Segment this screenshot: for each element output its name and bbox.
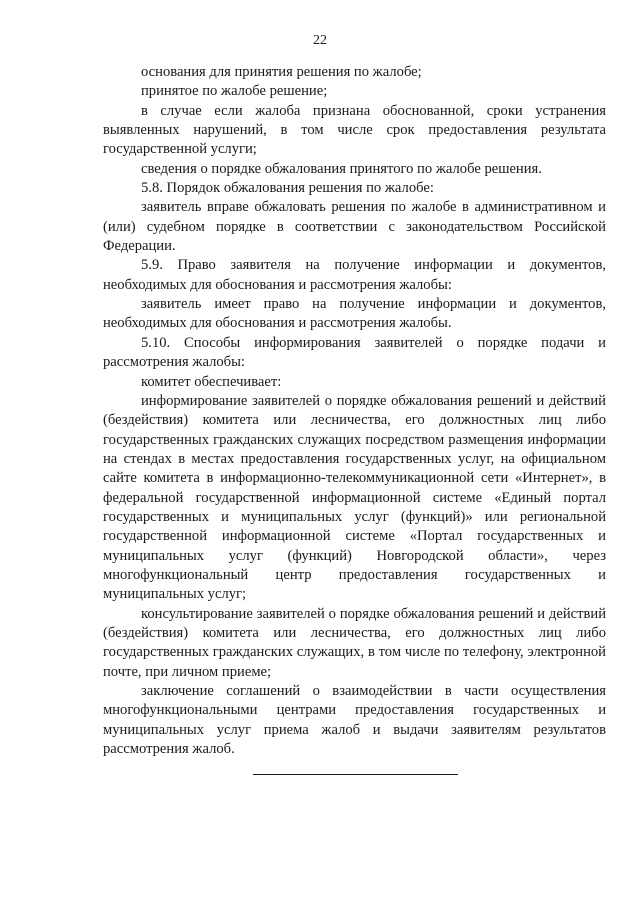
section-heading: 5.9. Право заявителя на получение информации и документов, необходимых для обоснования и рассмотрения жалобы: bbox=[103, 257, 606, 293]
paragraph: информирование заявителей о порядке обжалования решений и действий (бездействия) комитета или лесничества, его должностных лиц либо государственных гражданских служащих посредством размещения информации на стендах в местах предоставления государственных услуг, на официальном сайте комитета в информационно-телекоммуникационной сети «Интернет», в федеральной государственной информационной системе «Единый портал государственных и муниципальных услуг (функций)» или региональной государственной информационной системе «Портал государственных и муниципальных услуг (функций) Новгородской области», через многофункциональный центр предоставления государственных и муниципальных услуг; bbox=[103, 392, 606, 603]
paragraph: основания для принятия решения по жалобе; bbox=[141, 64, 422, 80]
paragraph: комитет обеспечивает: bbox=[141, 373, 282, 390]
paragraph: консультирование заявителей о порядке обжалования решений и действий (бездействия) комитета или лесничества, его должностных лиц либо государственных гражданских служащих, в том числе по телефону, электронной почте, при личном приеме; bbox=[103, 605, 606, 680]
paragraph: заявитель имеет право на получение информации и документов, необходимых для обоснования и рассмотрения жалобы. bbox=[103, 296, 606, 332]
paragraph: заявитель вправе обжаловать решения по жалобе в административном и (или) судебном порядке в соответствии с законодательством Российской Федерации. bbox=[103, 199, 606, 255]
paragraph: заключение соглашений о взаимодействии в части осуществления многофункциональными центрами предоставления государственных и муниципальных услуг приема жалоб и выдачи заявителям результатов рассмотрения жалоб. bbox=[103, 683, 606, 758]
paragraph: в случае если жалоба признана обоснованной, сроки устранения выявленных нарушений, в том числе срок предоставления результата государственной услуги; bbox=[103, 102, 606, 158]
paragraph: сведения о порядке обжалования принятого по жалобе решения. bbox=[141, 160, 542, 177]
end-divider bbox=[253, 774, 458, 775]
body-text bbox=[103, 63, 606, 759]
page-number: 22 bbox=[313, 33, 327, 48]
paragraph: принятое по жалобе решение; bbox=[141, 83, 328, 100]
section-heading: 5.10. Способы информирования заявителей о порядке подачи и рассмотрения жалобы: bbox=[103, 334, 606, 371]
section-heading: 5.8. Порядок обжалования решения по жалобе: bbox=[141, 180, 434, 197]
